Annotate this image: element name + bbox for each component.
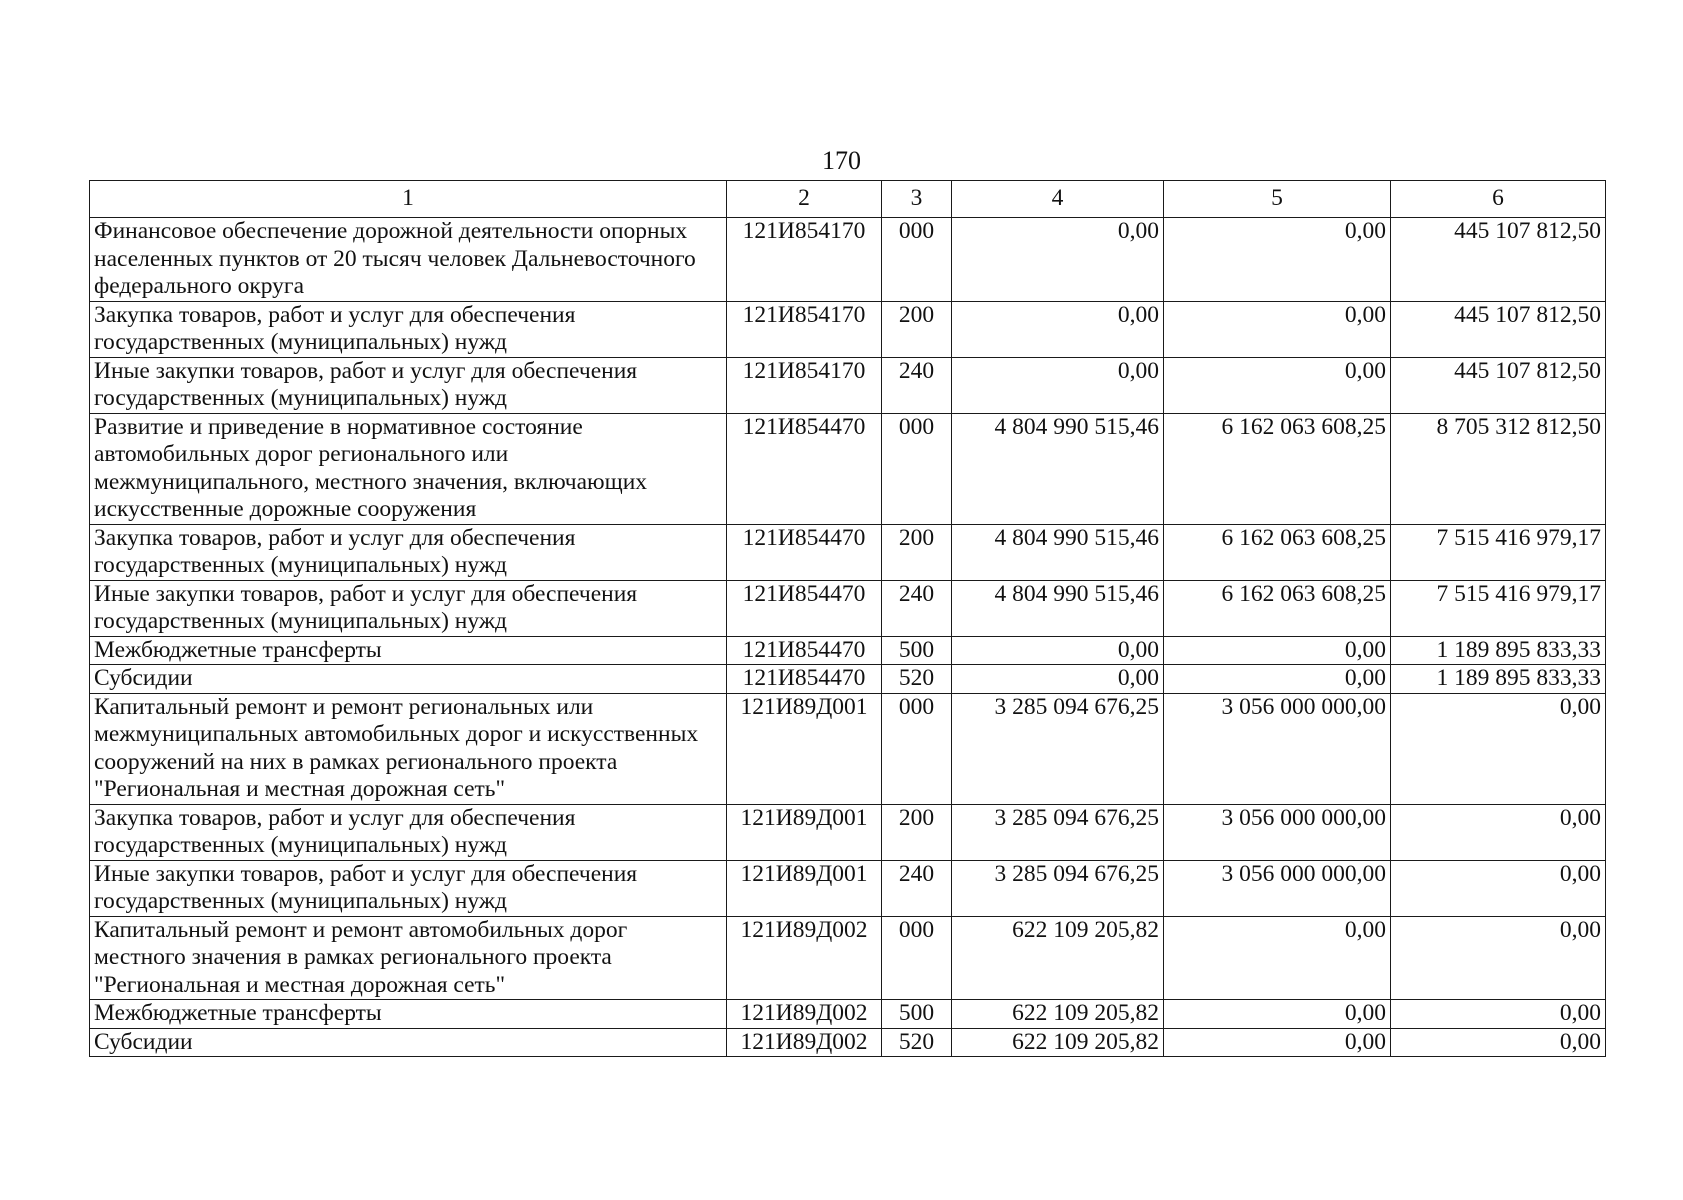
table-row (90, 916, 1606, 1000)
row-code: 121И854170 (727, 218, 882, 302)
table-row (90, 580, 1606, 636)
row-name: Субсидии (90, 665, 727, 694)
row-value-4: 3 285 094 676,25 (952, 804, 1164, 860)
row-value-6: 0,00 (1391, 1000, 1606, 1029)
row-value-6: 0,00 (1391, 1028, 1606, 1057)
row-type: 240 (882, 580, 952, 636)
row-value-6: 0,00 (1391, 693, 1606, 804)
row-value-4: 0,00 (952, 636, 1164, 665)
row-value-6: 7 515 416 979,17 (1391, 524, 1606, 580)
row-value-6: 8 705 312 812,50 (1391, 413, 1606, 524)
row-value-4: 3 285 094 676,25 (952, 860, 1164, 916)
row-value-5: 0,00 (1164, 916, 1391, 1000)
table-row (90, 1000, 1606, 1029)
table-row (90, 218, 1606, 302)
row-value-4: 622 109 205,82 (952, 1000, 1164, 1029)
row-name: Капитальный ремонт и ремонт автомобильных дорог местного значения в рамках регионального проекта "Региональная и местная дорожная сеть" (90, 916, 727, 1000)
row-value-6: 1 189 895 833,33 (1391, 665, 1606, 694)
table-row (90, 636, 1606, 665)
row-value-6: 0,00 (1391, 804, 1606, 860)
row-name: Закупка товаров, работ и услуг для обеспечения государственных (муниципальных) нужд (90, 524, 727, 580)
row-value-5: 6 162 063 608,25 (1164, 524, 1391, 580)
column-header-3: 3 (882, 181, 952, 218)
table-row (90, 693, 1606, 804)
row-value-5: 6 162 063 608,25 (1164, 580, 1391, 636)
row-value-5: 0,00 (1164, 218, 1391, 302)
header-row (90, 181, 1606, 218)
row-type: 000 (882, 218, 952, 302)
row-name: Межбюджетные трансферты (90, 1000, 727, 1029)
row-name: Капитальный ремонт и ремонт региональных или межмуниципальных автомобильных дорог и искусственных сооружений на них в рамках регионального проекта "Региональная и местная дорожная сеть" (90, 693, 727, 804)
row-name: Финансовое обеспечение дорожной деятельности опорных населенных пунктов от 20 тысяч человек Дальневосточного федерального округа (90, 218, 727, 302)
row-value-4: 4 804 990 515,46 (952, 413, 1164, 524)
row-value-6: 445 107 812,50 (1391, 301, 1606, 357)
page-number: 170 (822, 146, 861, 175)
row-code: 121И89Д002 (727, 1028, 882, 1057)
row-name: Иные закупки товаров, работ и услуг для обеспечения государственных (муниципальных) нужд (90, 860, 727, 916)
row-value-5: 0,00 (1164, 665, 1391, 694)
row-code: 121И89Д002 (727, 916, 882, 1000)
row-value-6: 0,00 (1391, 916, 1606, 1000)
table-row (90, 804, 1606, 860)
row-code: 121И854470 (727, 580, 882, 636)
row-name: Закупка товаров, работ и услуг для обеспечения государственных (муниципальных) нужд (90, 301, 727, 357)
table-row (90, 524, 1606, 580)
row-value-5: 6 162 063 608,25 (1164, 413, 1391, 524)
row-type: 520 (882, 1028, 952, 1057)
row-value-4: 622 109 205,82 (952, 916, 1164, 1000)
row-type: 500 (882, 636, 952, 665)
row-code: 121И854470 (727, 524, 882, 580)
row-code: 121И854170 (727, 357, 882, 413)
row-value-4: 3 285 094 676,25 (952, 693, 1164, 804)
row-code: 121И89Д002 (727, 1000, 882, 1029)
row-value-4: 0,00 (952, 665, 1164, 694)
row-value-5: 0,00 (1164, 1000, 1391, 1029)
row-value-6: 1 189 895 833,33 (1391, 636, 1606, 665)
column-header-6: 6 (1391, 181, 1606, 218)
row-code: 121И854170 (727, 301, 882, 357)
row-code: 121И854470 (727, 665, 882, 694)
row-value-5: 3 056 000 000,00 (1164, 804, 1391, 860)
row-value-4: 4 804 990 515,46 (952, 580, 1164, 636)
row-type: 000 (882, 413, 952, 524)
row-type: 200 (882, 804, 952, 860)
row-type: 000 (882, 693, 952, 804)
table-row (90, 413, 1606, 524)
table-row (90, 357, 1606, 413)
row-value-6: 0,00 (1391, 860, 1606, 916)
table-row (90, 301, 1606, 357)
row-type: 000 (882, 916, 952, 1000)
budget-table (89, 180, 1606, 1057)
column-header-4: 4 (952, 181, 1164, 218)
row-value-4: 0,00 (952, 301, 1164, 357)
row-name: Развитие и приведение в нормативное состояние автомобильных дорог регионального или межмуниципального, местного значения, включающих искусственные дорожные сооружения (90, 413, 727, 524)
row-type: 200 (882, 301, 952, 357)
row-value-4: 0,00 (952, 357, 1164, 413)
row-code: 121И854470 (727, 636, 882, 665)
row-name: Закупка товаров, работ и услуг для обеспечения государственных (муниципальных) нужд (90, 804, 727, 860)
row-type: 240 (882, 357, 952, 413)
row-value-5: 0,00 (1164, 636, 1391, 665)
row-code: 121И89Д001 (727, 804, 882, 860)
row-value-5: 3 056 000 000,00 (1164, 693, 1391, 804)
row-code: 121И89Д001 (727, 693, 882, 804)
column-header-2: 2 (727, 181, 882, 218)
row-value-4: 622 109 205,82 (952, 1028, 1164, 1057)
row-value-5: 0,00 (1164, 357, 1391, 413)
row-type: 240 (882, 860, 952, 916)
row-name: Межбюджетные трансферты (90, 636, 727, 665)
row-type: 200 (882, 524, 952, 580)
row-name: Иные закупки товаров, работ и услуг для обеспечения государственных (муниципальных) нужд (90, 580, 727, 636)
row-code: 121И854470 (727, 413, 882, 524)
column-header-1: 1 (90, 181, 727, 218)
row-type: 520 (882, 665, 952, 694)
row-name: Субсидии (90, 1028, 727, 1057)
table-row (90, 1028, 1606, 1057)
row-value-6: 445 107 812,50 (1391, 218, 1606, 302)
column-header-5: 5 (1164, 181, 1391, 218)
row-value-5: 0,00 (1164, 1028, 1391, 1057)
row-value-6: 445 107 812,50 (1391, 357, 1606, 413)
table-row (90, 665, 1606, 694)
row-value-6: 7 515 416 979,17 (1391, 580, 1606, 636)
row-value-5: 0,00 (1164, 301, 1391, 357)
row-value-4: 0,00 (952, 218, 1164, 302)
row-name: Иные закупки товаров, работ и услуг для обеспечения государственных (муниципальных) нужд (90, 357, 727, 413)
row-type: 500 (882, 1000, 952, 1029)
row-value-4: 4 804 990 515,46 (952, 524, 1164, 580)
row-code: 121И89Д001 (727, 860, 882, 916)
row-value-5: 3 056 000 000,00 (1164, 860, 1391, 916)
table-row (90, 860, 1606, 916)
